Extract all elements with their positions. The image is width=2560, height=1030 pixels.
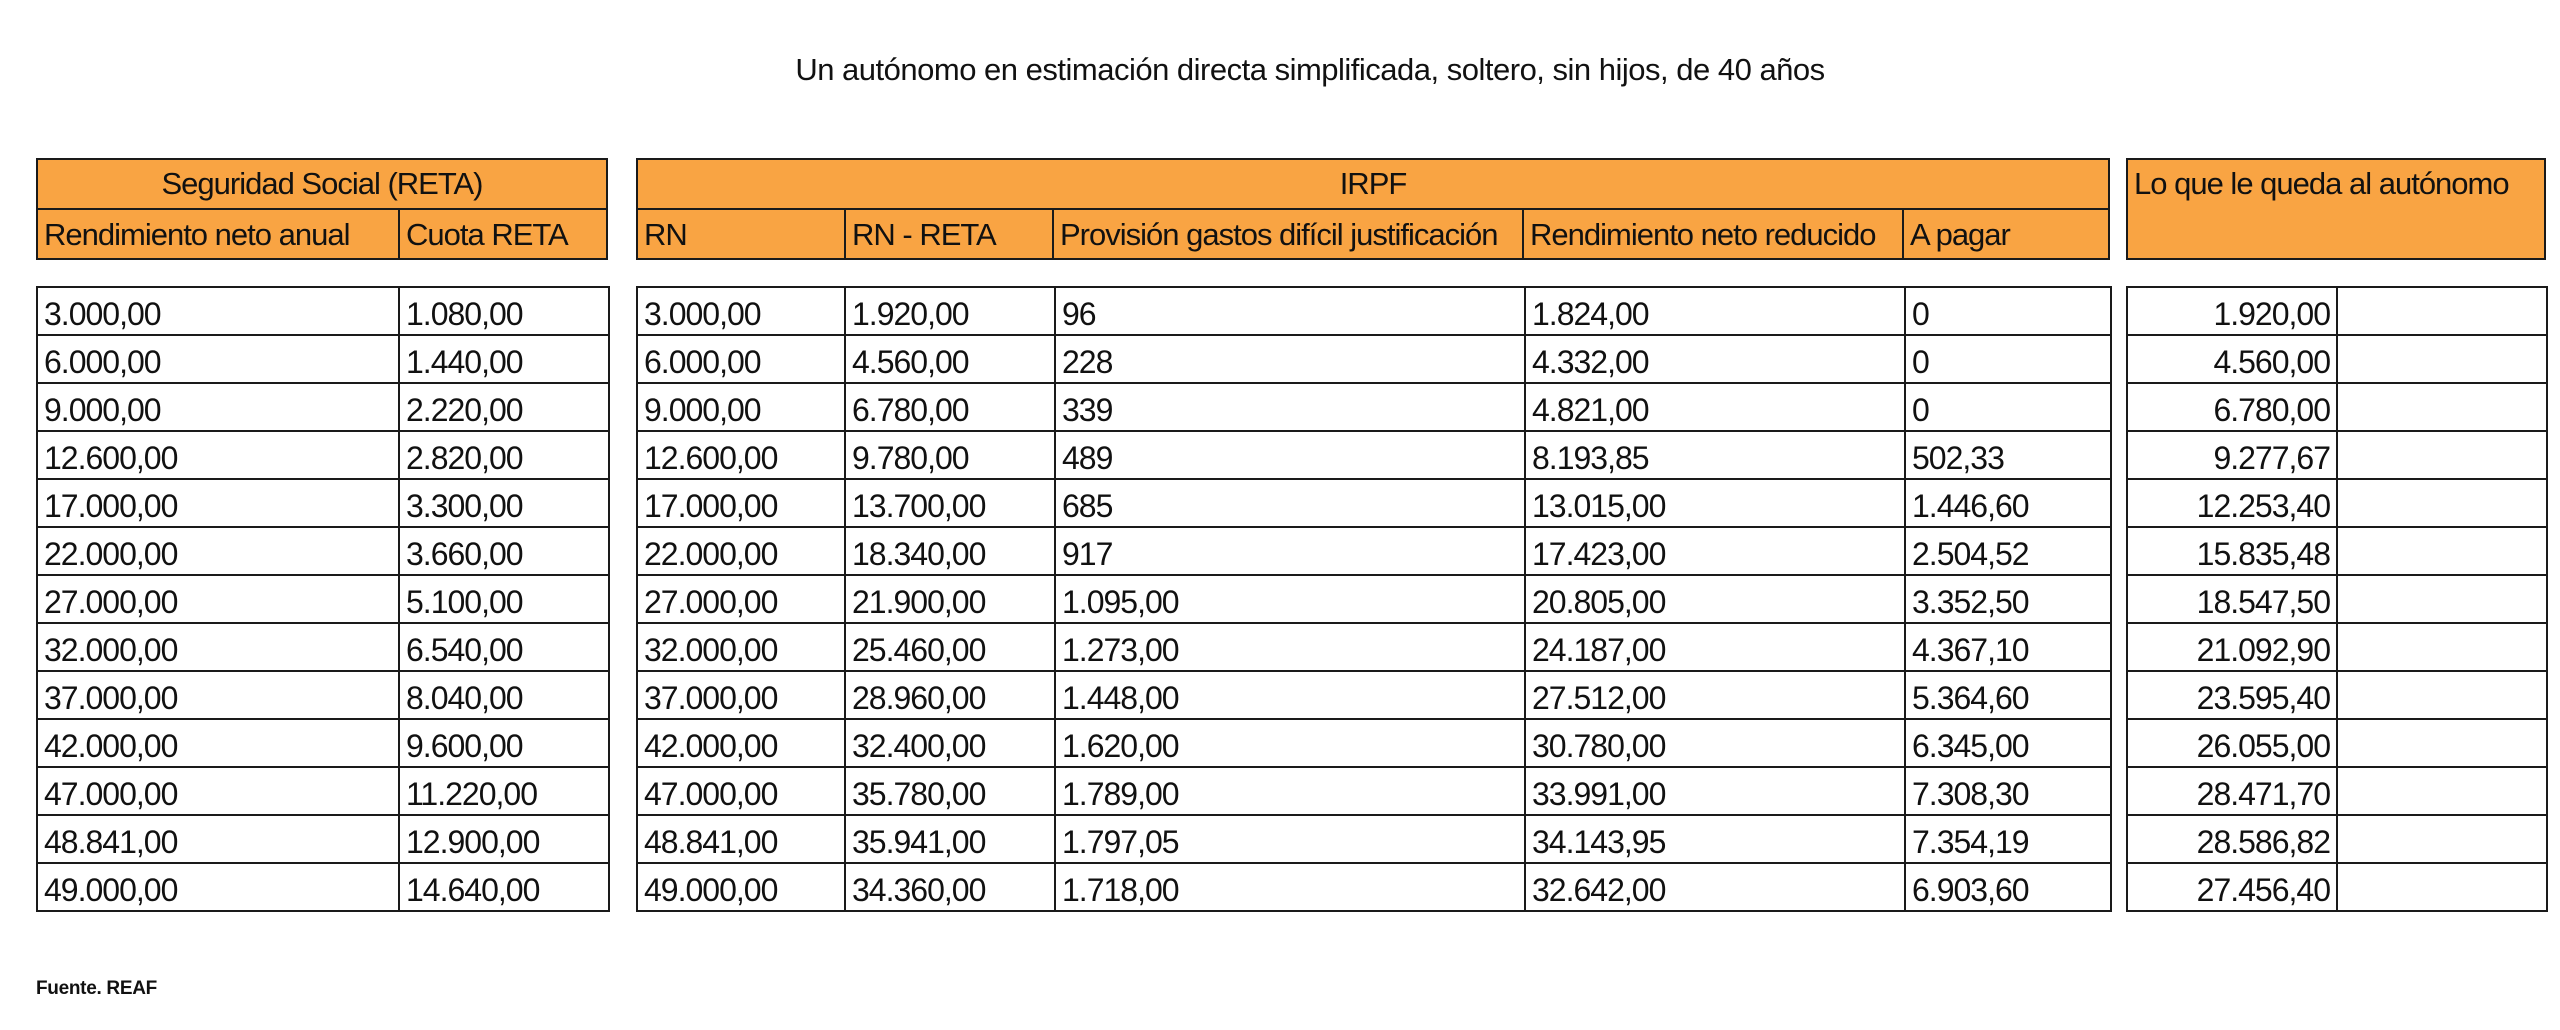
rendimiento-neto-reducido-cell: 4.332,00 [1525, 335, 1905, 383]
empty-cell [2337, 671, 2547, 719]
rn-cell: 17.000,00 [637, 479, 845, 527]
empty-cell [2337, 431, 2547, 479]
lo-que-queda-cell: 21.092,90 [2127, 623, 2337, 671]
table-row [37, 575, 609, 623]
cuota-reta-cell: 6.540,00 [399, 623, 609, 671]
table-row [637, 671, 2111, 719]
a-pagar-cell: 7.308,30 [1905, 767, 2111, 815]
rendimiento-neto-anual-cell: 27.000,00 [37, 575, 399, 623]
table-row [37, 335, 609, 383]
rendimiento-neto-reducido-cell: 27.512,00 [1525, 671, 1905, 719]
rn-cell: 49.000,00 [637, 863, 845, 911]
cuota-reta-cell: 3.300,00 [399, 479, 609, 527]
irpf-col-header-rendimiento-reducido: Rendimiento neto reducido [1522, 208, 1904, 260]
table-row [37, 287, 609, 335]
table-row [2127, 671, 2547, 719]
lo-que-queda-cell: 18.547,50 [2127, 575, 2337, 623]
table-row [637, 623, 2111, 671]
rn-reta-cell: 28.960,00 [845, 671, 1055, 719]
cuota-reta-cell: 5.100,00 [399, 575, 609, 623]
rendimiento-neto-reducido-cell: 33.991,00 [1525, 767, 1905, 815]
cuota-reta-cell: 9.600,00 [399, 719, 609, 767]
lo-que-queda-cell: 4.560,00 [2127, 335, 2337, 383]
provision-cell: 1.789,00 [1055, 767, 1525, 815]
rendimiento-neto-reducido-cell: 34.143,95 [1525, 815, 1905, 863]
rn-reta-cell: 13.700,00 [845, 479, 1055, 527]
lo-que-queda-cell: 1.920,00 [2127, 287, 2337, 335]
provision-cell: 1.448,00 [1055, 671, 1525, 719]
rn-cell: 27.000,00 [637, 575, 845, 623]
table-row [2127, 431, 2547, 479]
a-pagar-cell: 6.903,60 [1905, 863, 2111, 911]
empty-cell [2337, 287, 2547, 335]
rendimiento-neto-anual-cell: 9.000,00 [37, 383, 399, 431]
a-pagar-cell: 0 [1905, 335, 2111, 383]
empty-cell [2337, 479, 2547, 527]
rn-cell: 6.000,00 [637, 335, 845, 383]
rn-cell: 48.841,00 [637, 815, 845, 863]
provision-cell: 1.620,00 [1055, 719, 1525, 767]
provision-cell: 1.095,00 [1055, 575, 1525, 623]
cuota-reta-cell: 1.080,00 [399, 287, 609, 335]
irpf-group-header: IRPF [636, 158, 2110, 210]
a-pagar-cell: 0 [1905, 287, 2111, 335]
provision-cell: 489 [1055, 431, 1525, 479]
empty-cell [2337, 863, 2547, 911]
cuota-reta-cell: 12.900,00 [399, 815, 609, 863]
empty-cell [2337, 719, 2547, 767]
rn-reta-cell: 9.780,00 [845, 431, 1055, 479]
provision-cell: 917 [1055, 527, 1525, 575]
rendimiento-neto-anual-cell: 48.841,00 [37, 815, 399, 863]
rn-reta-cell: 1.920,00 [845, 287, 1055, 335]
rendimiento-neto-reducido-cell: 24.187,00 [1525, 623, 1905, 671]
rn-reta-cell: 35.941,00 [845, 815, 1055, 863]
lo-que-queda-cell: 28.586,82 [2127, 815, 2337, 863]
empty-cell [2337, 767, 2547, 815]
cuota-reta-cell: 8.040,00 [399, 671, 609, 719]
rendimiento-neto-anual-cell: 17.000,00 [37, 479, 399, 527]
table-row [37, 671, 609, 719]
table-row [2127, 335, 2547, 383]
irpf-col-header-rn: RN [636, 208, 846, 260]
table-row [637, 527, 2111, 575]
cuota-reta-cell: 14.640,00 [399, 863, 609, 911]
empty-cell [2337, 815, 2547, 863]
table-row [37, 815, 609, 863]
rendimiento-neto-reducido-cell: 1.824,00 [1525, 287, 1905, 335]
table-row [637, 575, 2111, 623]
irpf-col-header-provision: Provisión gastos difícil justificación [1052, 208, 1524, 260]
rendimiento-neto-reducido-cell: 32.642,00 [1525, 863, 1905, 911]
page-title: Un autónomo en estimación directa simplificada, soltero, sin hijos, de 40 años [795, 52, 1825, 87]
cuota-reta-cell: 3.660,00 [399, 527, 609, 575]
a-pagar-cell: 5.364,60 [1905, 671, 2111, 719]
cuota-reta-cell: 2.220,00 [399, 383, 609, 431]
table-row [637, 431, 2111, 479]
rn-reta-cell: 35.780,00 [845, 767, 1055, 815]
empty-cell [2337, 383, 2547, 431]
table-row [37, 623, 609, 671]
rn-reta-cell: 4.560,00 [845, 335, 1055, 383]
provision-cell: 685 [1055, 479, 1525, 527]
rendimiento-neto-anual-cell: 37.000,00 [37, 671, 399, 719]
table-row [2127, 527, 2547, 575]
empty-cell [2337, 575, 2547, 623]
table-row [37, 863, 609, 911]
table-row [2127, 815, 2547, 863]
rendimiento-neto-anual-cell: 49.000,00 [37, 863, 399, 911]
table-row [2127, 623, 2547, 671]
lo-que-queda-cell: 23.595,40 [2127, 671, 2337, 719]
table-row [37, 719, 609, 767]
table-row [37, 383, 609, 431]
cuota-reta-cell: 11.220,00 [399, 767, 609, 815]
table-row [2127, 575, 2547, 623]
lo-que-queda-cell: 12.253,40 [2127, 479, 2337, 527]
a-pagar-cell: 2.504,52 [1905, 527, 2111, 575]
rendimiento-neto-reducido-cell: 8.193,85 [1525, 431, 1905, 479]
table-row [637, 767, 2111, 815]
queda-table [2126, 286, 2548, 912]
rendimiento-neto-reducido-cell: 4.821,00 [1525, 383, 1905, 431]
a-pagar-cell: 0 [1905, 383, 2111, 431]
provision-cell: 1.797,05 [1055, 815, 1525, 863]
cuota-reta-cell: 1.440,00 [399, 335, 609, 383]
ss-table [36, 286, 610, 912]
table-row [637, 815, 2111, 863]
queda-header: Lo que le queda al autónomo [2126, 158, 2546, 260]
table-row [37, 527, 609, 575]
rn-cell: 47.000,00 [637, 767, 845, 815]
ss-col-header-rendimiento: Rendimiento neto anual [36, 208, 400, 260]
a-pagar-cell: 3.352,50 [1905, 575, 2111, 623]
provision-cell: 96 [1055, 287, 1525, 335]
rendimiento-neto-reducido-cell: 17.423,00 [1525, 527, 1905, 575]
table-row [37, 767, 609, 815]
rendimiento-neto-reducido-cell: 13.015,00 [1525, 479, 1905, 527]
rendimiento-neto-anual-cell: 42.000,00 [37, 719, 399, 767]
rendimiento-neto-reducido-cell: 20.805,00 [1525, 575, 1905, 623]
table-row [2127, 383, 2547, 431]
rn-cell: 32.000,00 [637, 623, 845, 671]
irpf-table [636, 286, 2112, 912]
table-row [2127, 287, 2547, 335]
a-pagar-cell: 502,33 [1905, 431, 2111, 479]
a-pagar-cell: 6.345,00 [1905, 719, 2111, 767]
rendimiento-neto-anual-cell: 6.000,00 [37, 335, 399, 383]
rn-cell: 42.000,00 [637, 719, 845, 767]
rn-reta-cell: 18.340,00 [845, 527, 1055, 575]
table-row [637, 719, 2111, 767]
provision-cell: 339 [1055, 383, 1525, 431]
table-row [2127, 767, 2547, 815]
rendimiento-neto-anual-cell: 32.000,00 [37, 623, 399, 671]
table-row [637, 479, 2111, 527]
source-note: Fuente. REAF [36, 978, 157, 999]
empty-cell [2337, 623, 2547, 671]
rendimiento-neto-anual-cell: 47.000,00 [37, 767, 399, 815]
ss-group-header: Seguridad Social (RETA) [36, 158, 608, 210]
ss-col-header-cuota: Cuota RETA [398, 208, 608, 260]
rn-reta-cell: 25.460,00 [845, 623, 1055, 671]
irpf-col-header-rn-reta: RN - RETA [844, 208, 1054, 260]
rendimiento-neto-reducido-cell: 30.780,00 [1525, 719, 1905, 767]
a-pagar-cell: 4.367,10 [1905, 623, 2111, 671]
rn-reta-cell: 21.900,00 [845, 575, 1055, 623]
rendimiento-neto-anual-cell: 22.000,00 [37, 527, 399, 575]
rn-cell: 9.000,00 [637, 383, 845, 431]
provision-cell: 1.273,00 [1055, 623, 1525, 671]
lo-que-queda-cell: 26.055,00 [2127, 719, 2337, 767]
a-pagar-cell: 7.354,19 [1905, 815, 2111, 863]
lo-que-queda-cell: 6.780,00 [2127, 383, 2337, 431]
rn-reta-cell: 6.780,00 [845, 383, 1055, 431]
rendimiento-neto-anual-cell: 3.000,00 [37, 287, 399, 335]
rendimiento-neto-anual-cell: 12.600,00 [37, 431, 399, 479]
lo-que-queda-cell: 15.835,48 [2127, 527, 2337, 575]
empty-cell [2337, 335, 2547, 383]
provision-cell: 228 [1055, 335, 1525, 383]
irpf-col-header-a-pagar: A pagar [1902, 208, 2110, 260]
table-row [637, 287, 2111, 335]
table-row [37, 479, 609, 527]
rn-cell: 22.000,00 [637, 527, 845, 575]
lo-que-queda-cell: 9.277,67 [2127, 431, 2337, 479]
rn-reta-cell: 34.360,00 [845, 863, 1055, 911]
rn-cell: 3.000,00 [637, 287, 845, 335]
cuota-reta-cell: 2.820,00 [399, 431, 609, 479]
rn-reta-cell: 32.400,00 [845, 719, 1055, 767]
table-row [2127, 719, 2547, 767]
table-row [637, 383, 2111, 431]
lo-que-queda-cell: 27.456,40 [2127, 863, 2337, 911]
empty-cell [2337, 527, 2547, 575]
table-row [37, 431, 609, 479]
provision-cell: 1.718,00 [1055, 863, 1525, 911]
table-row [637, 335, 2111, 383]
table-row [2127, 479, 2547, 527]
table-row [637, 863, 2111, 911]
rn-cell: 37.000,00 [637, 671, 845, 719]
lo-que-queda-cell: 28.471,70 [2127, 767, 2337, 815]
rn-cell: 12.600,00 [637, 431, 845, 479]
a-pagar-cell: 1.446,60 [1905, 479, 2111, 527]
table-row [2127, 863, 2547, 911]
